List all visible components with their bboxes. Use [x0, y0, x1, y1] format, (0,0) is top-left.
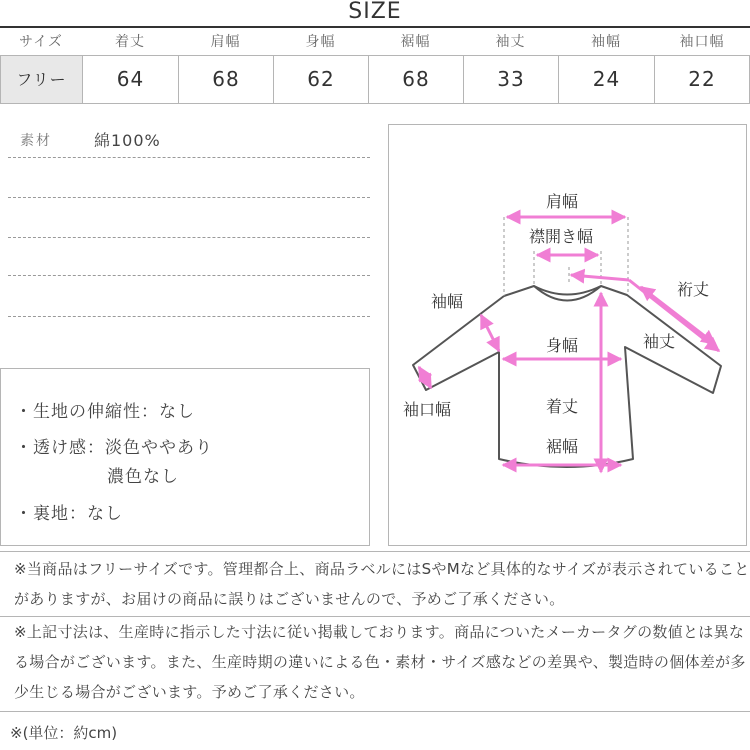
feature-sheerness-dark: 濃色なし: [107, 467, 179, 487]
header-body-width: 身幅: [305, 34, 336, 50]
value-length: 64: [82, 56, 178, 103]
header-cuff-width: 袖口幅: [679, 34, 725, 50]
header-sleeve-width: 袖幅: [591, 34, 621, 50]
feature-lining: ・裏地：なし: [15, 504, 123, 524]
value-body-width: 62: [273, 56, 368, 103]
sleeve-width-arrow: [481, 315, 499, 351]
dotted-divider: [8, 197, 370, 198]
feature-stretch: ・生地の伸縮性：なし: [15, 402, 195, 422]
size-title: SIZE: [348, 0, 402, 24]
label-raglan: 裄丈: [677, 280, 710, 299]
value-shoulder: 68: [178, 56, 273, 103]
note-measurements: ※上記寸法は、生産時に指示した寸法に従い掲載しております。商品についたメーカータグの数値とは異なる場合がございます。また、生産時期の違いによる色・素材・サイズ感などの差異や、製造時の個体差が多少生じる場合がございます。予めご了承ください。: [14, 623, 746, 701]
collar-line: [534, 286, 601, 301]
label-sleeve-width: 袖幅: [431, 292, 464, 311]
size-table-row: [0, 55, 750, 104]
label-shoulder: 肩幅: [546, 192, 579, 211]
cuff-arrow: [419, 367, 431, 388]
size-table-header: [0, 31, 750, 53]
raglan-arrow: [571, 275, 629, 280]
label-length: 着丈: [546, 397, 579, 416]
value-hem-width: 68: [368, 56, 463, 103]
notes-divider: [0, 711, 750, 712]
title-rule: [0, 26, 750, 28]
label-cuff: 袖口幅: [403, 400, 452, 419]
header-length: 着丈: [115, 34, 145, 50]
material-value: 綿100%: [94, 131, 161, 150]
unit-note: ※(単位：約cm): [10, 724, 118, 742]
header-hem-width: 裾幅: [400, 34, 431, 50]
value-sleeve-length: 33: [463, 56, 558, 103]
fabric-features-box: [0, 368, 370, 546]
dotted-divider: [8, 157, 370, 158]
header-size: サイズ: [19, 34, 63, 50]
label-sleeve-length: 袖丈: [643, 332, 676, 351]
size-label: フリー: [1, 56, 82, 103]
label-body-width: 身幅: [546, 336, 579, 355]
measurement-diagram: [388, 124, 747, 546]
header-sleeve-length: 袖丈: [495, 34, 526, 50]
value-sleeve-width: 24: [558, 56, 654, 103]
label-neck: 襟開き幅: [529, 227, 594, 246]
dotted-divider: [8, 316, 370, 317]
label-hem: 裾幅: [546, 437, 579, 456]
note-free-size: ※当商品はフリーサイズです。管理都合上、商品ラベルにはSやMなど具体的なサイズが表示されていることがありますが、お届けの商品に誤りはございませんので、予めご了承ください。: [14, 560, 750, 608]
garment-diagram: [389, 125, 746, 545]
value-cuff-width: 22: [654, 56, 749, 103]
notes-divider: [0, 551, 750, 552]
feature-sheerness: ・透け感：淡色ややあり: [15, 438, 213, 458]
dotted-divider: [8, 237, 370, 238]
dotted-divider: [8, 275, 370, 276]
header-shoulder: 肩幅: [210, 34, 241, 50]
material-label: 素材: [20, 133, 52, 149]
